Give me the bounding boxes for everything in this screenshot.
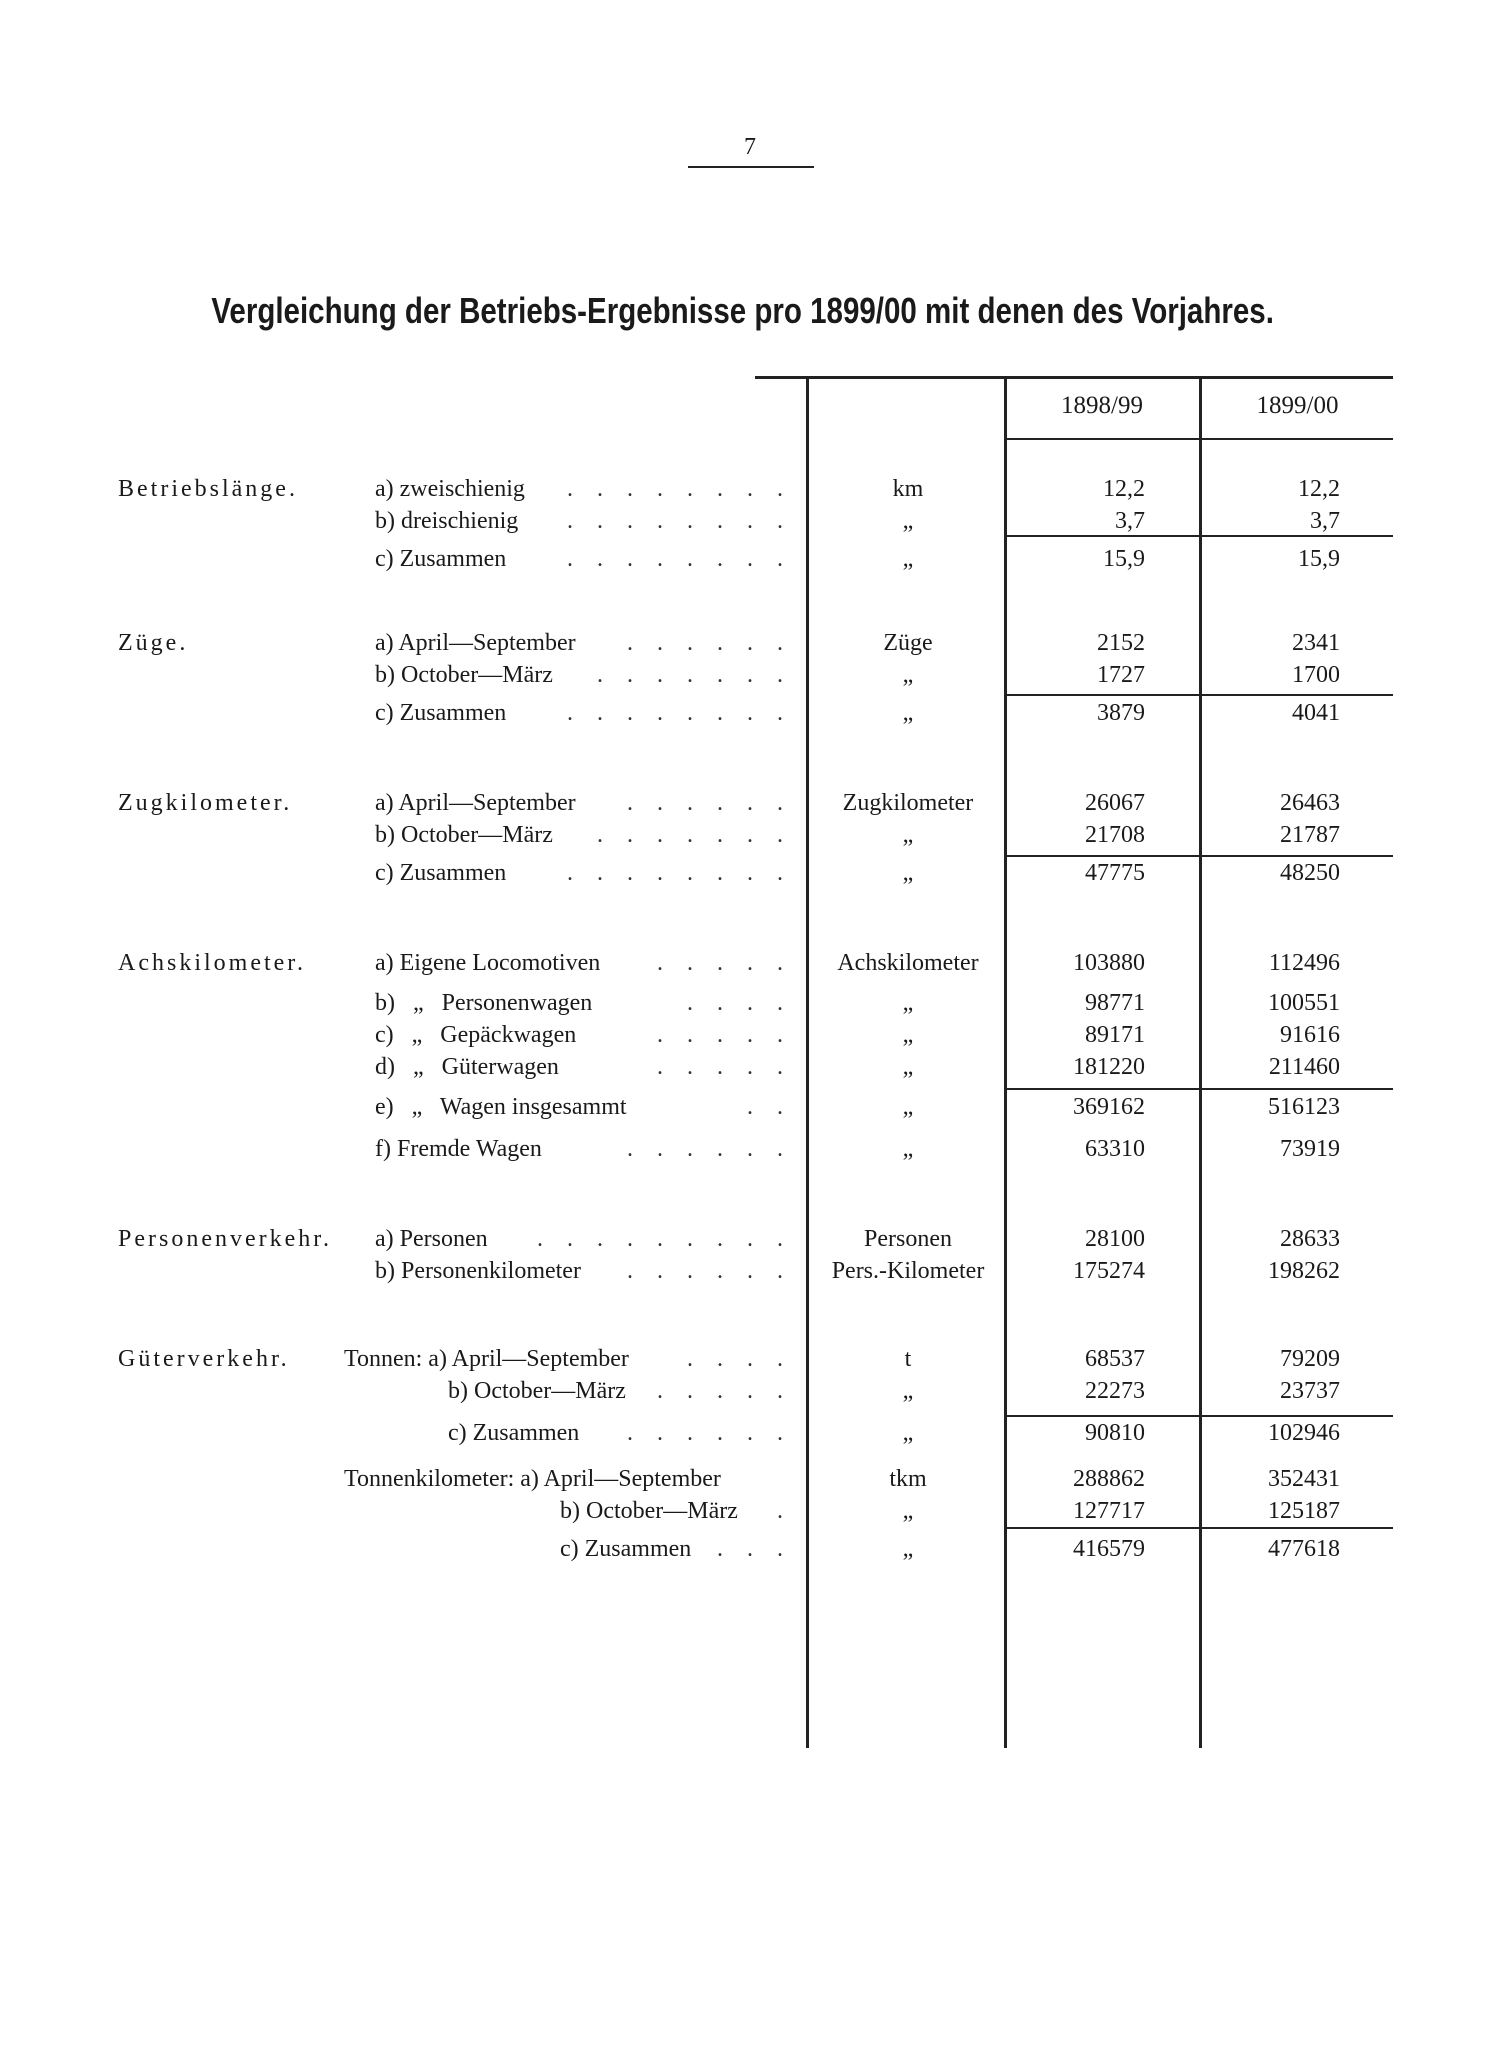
value-1899-00: 2341 (1292, 630, 1340, 656)
row-label: c) Zusammen (375, 860, 507, 886)
row-unit: tkm (889, 1466, 927, 1492)
row-label: b) dreischienig (375, 508, 519, 534)
value-1899-00: 23737 (1280, 1378, 1340, 1404)
row-label: c) Zusammen (375, 546, 507, 572)
page-title: Vergleichung der Betriebs-Ergebnisse pro 1899/00 mit denen des Vorjahres. (211, 290, 1274, 331)
row-label: b) „ Personenwagen (375, 990, 593, 1016)
row-label: a) April—September (375, 790, 576, 816)
value-1898-99: 1727 (1097, 662, 1145, 688)
value-1898-99: 47775 (1085, 860, 1145, 886)
row-unit: t (904, 1346, 912, 1372)
row-unit: „ (902, 822, 914, 848)
value-1899-00: 26463 (1280, 790, 1340, 816)
column-header-1898-99: 1898/99 (1061, 392, 1143, 419)
row-label: c) Zusammen (375, 700, 507, 726)
row-unit: Zugkilometer (842, 790, 974, 816)
row-label: a) zweischienig (375, 476, 525, 502)
value-1899-00: 79209 (1280, 1346, 1340, 1372)
row-unit: „ (902, 1378, 914, 1404)
leader-dots: . . . . . . . . (567, 700, 792, 726)
value-1898-99: 63310 (1085, 1136, 1145, 1162)
row-label: a) April—September (375, 630, 576, 656)
value-1899-00: 48250 (1280, 860, 1340, 886)
section-label: Personenverkehr. (118, 1226, 332, 1252)
leader-dots: . . . . . . . . (567, 476, 792, 502)
sum-rule (1005, 1415, 1393, 1417)
sum-rule (1005, 535, 1393, 537)
sum-rule (1005, 1527, 1393, 1529)
row-label: b) October—März (375, 662, 553, 688)
row-label: Tonnenkilometer: a) April—September (344, 1466, 721, 1492)
value-1899-00: 125187 (1268, 1498, 1340, 1524)
row-label: b) October—März (375, 822, 553, 848)
leader-dots: . . . . . (657, 1378, 792, 1404)
value-1898-99: 26067 (1085, 790, 1145, 816)
leader-dots: . . . . . . . . . (537, 1226, 792, 1252)
value-1899-00: 102946 (1268, 1420, 1340, 1446)
value-1899-00: 112496 (1268, 950, 1340, 976)
value-1898-99: 22273 (1085, 1378, 1145, 1404)
value-1898-99: 98771 (1085, 990, 1145, 1016)
leader-dots: . . . . . . (627, 630, 792, 656)
leader-dots: . . . . . . (627, 1258, 792, 1284)
value-1899-00: 1700 (1292, 662, 1340, 688)
row-unit: „ (902, 860, 914, 886)
value-1899-00: 3,7 (1310, 508, 1340, 534)
leader-dots: . . . . (687, 990, 792, 1016)
col-1899-divider (1199, 376, 1202, 1748)
row-label: f) Fremde Wagen (375, 1136, 542, 1162)
leader-dots: . . . . . . (627, 1136, 792, 1162)
section-label: Güterverkehr. (118, 1346, 290, 1372)
row-unit: Züge (883, 630, 933, 656)
sum-rule (1005, 855, 1393, 857)
row-label: c) Zusammen (448, 1420, 580, 1446)
page-number: 7 (744, 134, 756, 160)
value-1898-99: 21708 (1085, 822, 1145, 848)
value-1898-99: 28100 (1085, 1226, 1145, 1252)
value-1899-00: 100551 (1268, 990, 1340, 1016)
leader-dots: . . . . . . . . (567, 508, 792, 534)
value-1899-00: 12,2 (1298, 476, 1340, 502)
leader-dots: . . . (717, 1536, 792, 1562)
value-1898-99: 90810 (1085, 1420, 1145, 1446)
value-1898-99: 127717 (1073, 1498, 1145, 1524)
leader-dots: . . . . . (657, 1022, 792, 1048)
row-unit: km (892, 476, 924, 502)
row-label: a) Personen (375, 1226, 488, 1252)
table-top-rule (755, 376, 1393, 379)
value-1899-00: 516123 (1268, 1094, 1340, 1120)
leader-dots: . . . . . (657, 950, 792, 976)
value-1898-99: 103880 (1073, 950, 1145, 976)
leader-dots: . . . . . . . . (567, 860, 792, 886)
value-1898-99: 181220 (1073, 1054, 1145, 1080)
row-label: d) „ Güterwagen (375, 1054, 559, 1080)
leader-dots: . . . . . . . (597, 662, 792, 688)
value-1898-99: 369162 (1073, 1094, 1145, 1120)
value-1898-99: 68537 (1085, 1346, 1145, 1372)
value-1899-00: 21787 (1280, 822, 1340, 848)
row-unit: „ (902, 508, 914, 534)
value-1898-99: 15,9 (1103, 546, 1145, 572)
value-1898-99: 416579 (1073, 1536, 1145, 1562)
value-1899-00: 4041 (1292, 700, 1340, 726)
row-unit: „ (902, 990, 914, 1016)
value-1899-00: 15,9 (1298, 546, 1340, 572)
value-1898-99: 3,7 (1115, 508, 1145, 534)
value-1899-00: 198262 (1268, 1258, 1340, 1284)
value-1899-00: 91616 (1280, 1022, 1340, 1048)
row-label: b) October—März (448, 1378, 626, 1404)
value-1899-00: 73919 (1280, 1136, 1340, 1162)
row-label: Tonnen: a) April—September (344, 1346, 629, 1372)
section-label: Züge. (118, 630, 189, 656)
row-unit: Personen (864, 1226, 952, 1252)
leader-dots: . . . . . . (627, 790, 792, 816)
leader-dots: . . . . . (657, 1054, 792, 1080)
row-unit: „ (902, 662, 914, 688)
row-label: c) „ Gepäckwagen (375, 1022, 577, 1048)
column-header-1899-00: 1899/00 (1256, 392, 1339, 419)
value-1898-99: 288862 (1073, 1466, 1145, 1492)
row-unit: „ (902, 700, 914, 726)
row-unit: „ (902, 1094, 914, 1120)
row-unit: „ (902, 1420, 914, 1446)
section-label: Betriebslänge. (118, 476, 298, 502)
sum-rule (1005, 1088, 1393, 1090)
row-unit: „ (902, 1136, 914, 1162)
row-unit: „ (902, 1498, 914, 1524)
leader-dots: . . (747, 1094, 792, 1120)
leader-dots: . . . . (687, 1346, 792, 1372)
section-label: Zugkilometer. (118, 790, 293, 816)
row-unit: „ (902, 1536, 914, 1562)
value-1898-99: 89171 (1085, 1022, 1145, 1048)
sum-rule (1005, 694, 1393, 696)
row-label: c) Zusammen (560, 1536, 692, 1562)
row-unit: „ (902, 1022, 914, 1048)
row-unit: „ (902, 1054, 914, 1080)
page-number-rule (688, 166, 814, 168)
row-unit: Pers.-Kilometer (831, 1258, 985, 1284)
leader-dots: . (777, 1498, 792, 1524)
value-1899-00: 28633 (1280, 1226, 1340, 1252)
row-label: e) „ Wagen insgesammt (375, 1094, 627, 1120)
leader-dots: . . . . . . . . (567, 546, 792, 572)
leader-dots: . . . . . . . (597, 822, 792, 848)
value-1899-00: 352431 (1268, 1466, 1340, 1492)
leader-dots: . . . . . . (627, 1420, 792, 1446)
value-1898-99: 12,2 (1103, 476, 1145, 502)
row-unit: Achskilometer (837, 950, 979, 976)
section-label: Achskilometer. (118, 950, 306, 976)
value-1898-99: 2152 (1097, 630, 1145, 656)
value-1899-00: 211460 (1268, 1054, 1340, 1080)
value-1899-00: 477618 (1268, 1536, 1340, 1562)
row-label: b) October—März (560, 1498, 738, 1524)
value-1898-99: 175274 (1073, 1258, 1145, 1284)
row-label: b) Personenkilometer (375, 1258, 581, 1284)
value-1898-99: 3879 (1097, 700, 1145, 726)
row-unit: „ (902, 546, 914, 572)
row-label: a) Eigene Locomotiven (375, 950, 601, 976)
